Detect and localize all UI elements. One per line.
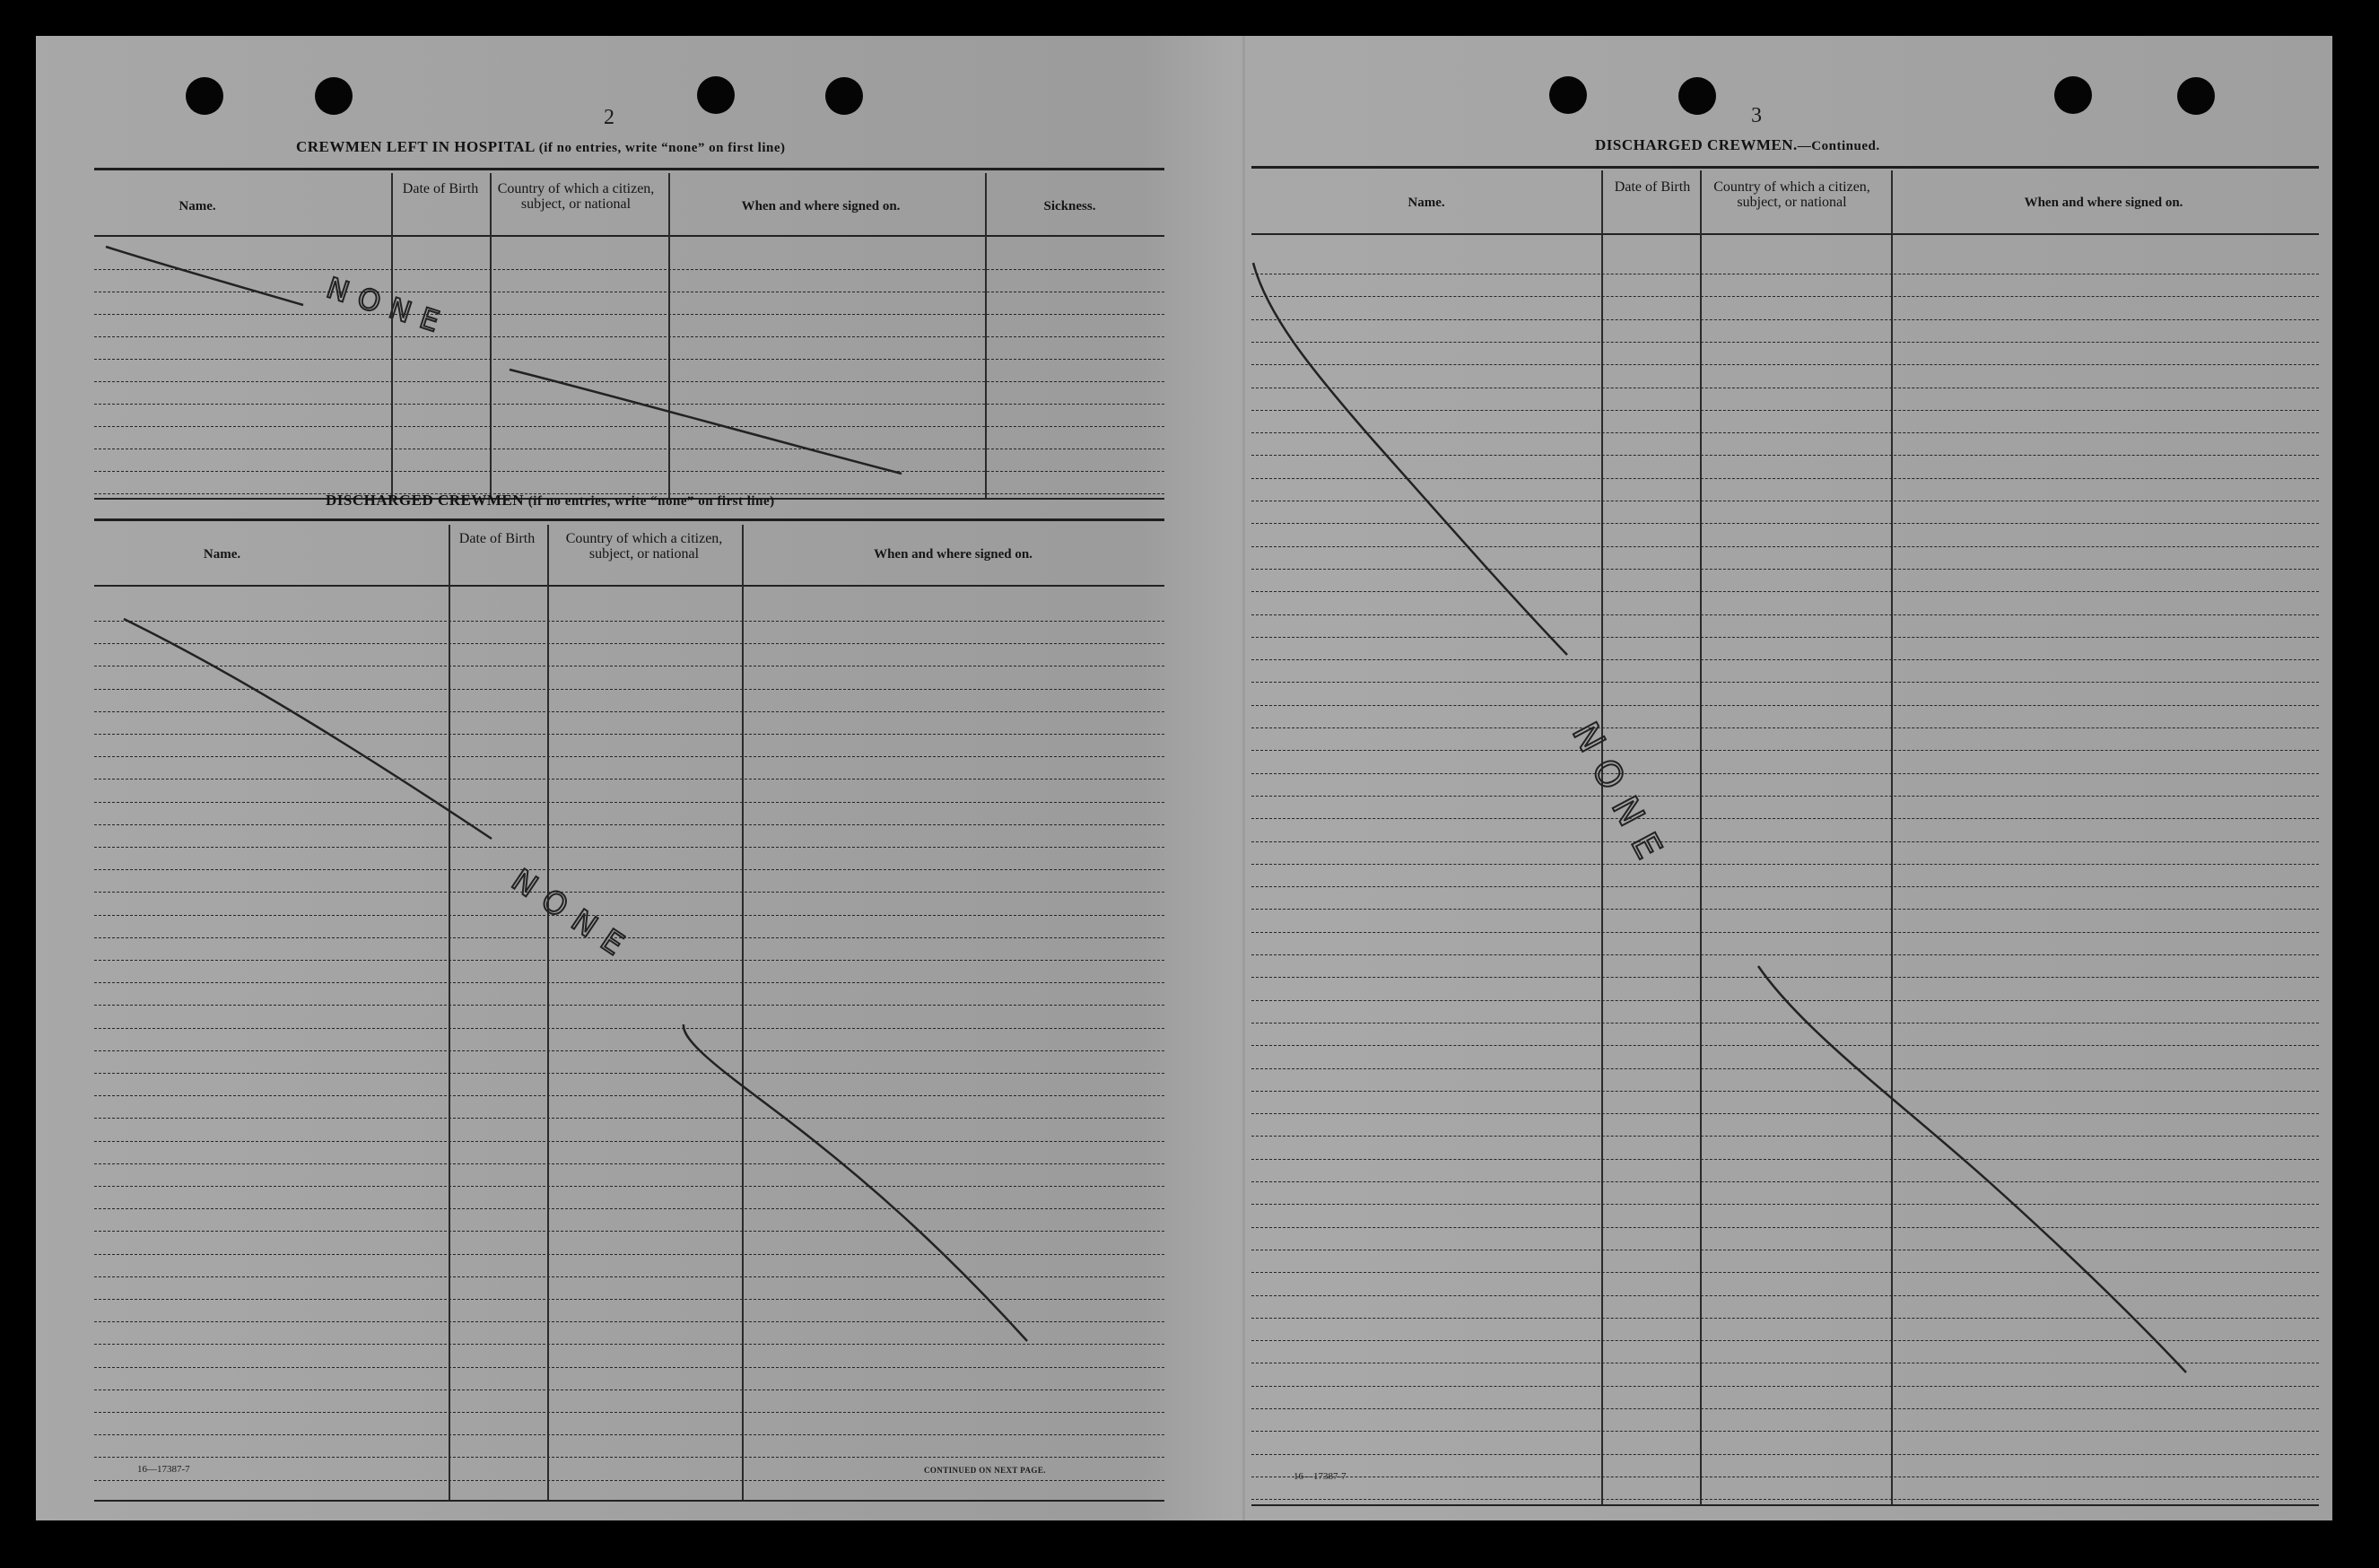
discharged-col-country: Country of which a citizen, subject, or national xyxy=(565,531,723,562)
document-sheet xyxy=(36,36,2332,1520)
hospital-col-country: Country of which a citizen, subject, or national xyxy=(497,181,655,212)
discharged-col-signed-on: When and where signed on. xyxy=(874,547,1033,562)
continued-title-text: DISCHARGED CREWMEN. xyxy=(1595,136,1798,153)
hospital-col-sickness: Sickness. xyxy=(1043,199,1096,213)
continued-title-suffix: —Continued. xyxy=(1797,139,1880,153)
discharged-col-dob: Date of Birth xyxy=(458,531,536,546)
svg-text:NONE: NONE xyxy=(504,862,640,971)
handwritten-none xyxy=(1564,716,1676,878)
hospital-col-dob: Date of Birth xyxy=(402,181,479,196)
strike-line xyxy=(1253,263,1567,655)
handwritten-none xyxy=(505,862,640,970)
discharged-title-note: (if no entries, write “none” on first line) xyxy=(527,494,775,509)
continued-col-dob: Date of Birth xyxy=(1614,179,1691,195)
discharged-col-name: Name. xyxy=(203,547,241,562)
strike-line xyxy=(1758,966,2186,1372)
svg-text:NONE: NONE xyxy=(322,270,454,343)
hospital-col-signed-on: When and where signed on. xyxy=(741,199,901,213)
strike-line xyxy=(510,370,902,474)
continued-note: CONTINUED ON NEXT PAGE. xyxy=(924,1466,1046,1475)
handwritten-none xyxy=(323,270,454,342)
page-number-left: 2 xyxy=(604,106,614,129)
hospital-title-text: CREWMEN LEFT IN HOSPITAL xyxy=(296,138,535,155)
handwriting-layer xyxy=(36,36,2332,1520)
strike-line xyxy=(124,619,492,839)
continued-col-signed-on: When and where signed on. xyxy=(2024,196,2183,210)
hospital-col-name: Name. xyxy=(179,199,216,213)
continued-col-name: Name. xyxy=(1407,196,1445,210)
strike-line xyxy=(684,1024,1027,1341)
form-number-left: 16—17387-7 xyxy=(137,1464,190,1475)
discharged-title-text: DISCHARGED CREWMEN xyxy=(326,492,525,509)
hospital-title-note: (if no entries, write “none” on first line) xyxy=(538,141,786,155)
svg-text:NONE: NONE xyxy=(1564,716,1677,879)
continued-col-country: Country of which a citizen, subject, or national xyxy=(1713,179,1870,210)
strike-line xyxy=(106,247,303,305)
form-number-right: 16—17387-7 xyxy=(1294,1471,1346,1482)
page-number-right: 3 xyxy=(1751,104,1762,127)
